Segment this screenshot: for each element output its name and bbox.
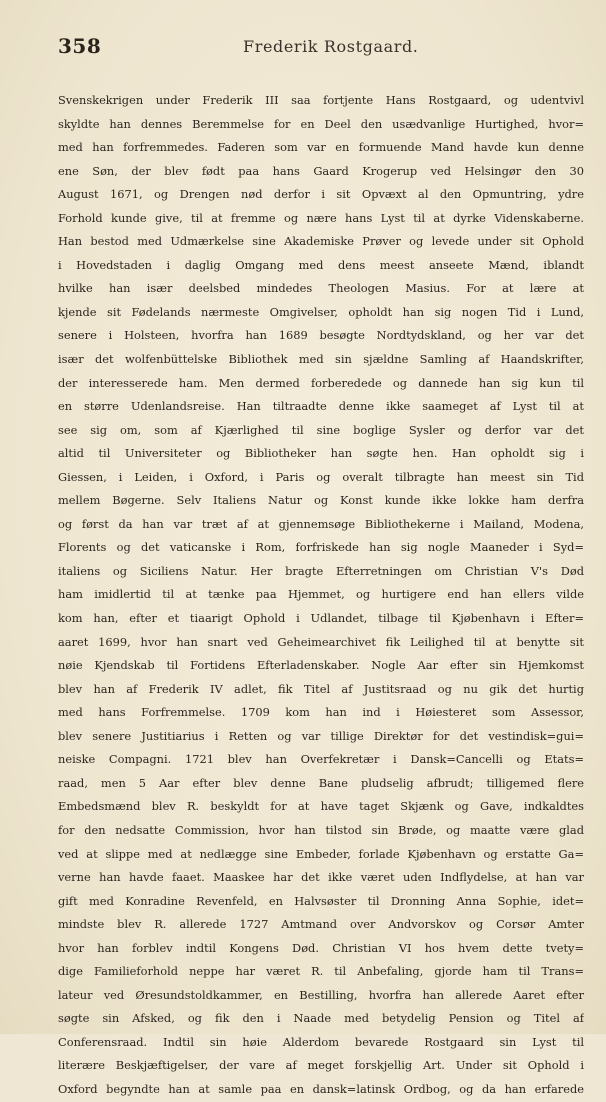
text-line: hvor han forblev indtil Kongens Død. Christian VI hos hvem dette tvety= <box>58 940 584 955</box>
text-line: verne han havde faaet. Maaskee har det ikke været uden Indflydelse, at han var <box>58 870 584 885</box>
text-line: mindste blev R. allerede 1727 Amtmand over Andvorskov og Corsør Amter <box>58 917 584 932</box>
text-line: kom han, efter et tiaarigt Ophold i Udlandet, tilbage til Kjøbenhavn i Efter= <box>58 611 584 626</box>
text-line: gift med Konradine Revenfeld, en Halvsøster til Dronning Anna Sophie, idet= <box>58 893 584 908</box>
text-line: især det wolfenbüttelske Bibliothek med sin sjældne Samling af Haandskrifter, <box>58 352 584 367</box>
text-line: Han bestod med Udmærkelse sine Akademiske Prøver og levede under sit Ophold <box>58 234 584 249</box>
text-line: en større Udenlandsreise. Han tiltraadte denne ikke saameget af Lyst til at <box>58 399 584 414</box>
text-line: Oxford begyndte han at samle paa en dansk=latinsk Ordbog, og da han erfarede <box>58 1081 584 1096</box>
text-line: senere i Holsteen, hvorfra han 1689 besøgte Nordtydskland, og her var det <box>58 328 584 343</box>
text-line: der interesserede ham. Men dermed forberedede og dannede han sig kun til <box>58 375 584 390</box>
text-line: og først da han var træt af at gjennemsøge Bibliothekerne i Mailand, Modena, <box>58 516 584 531</box>
text-line: Giessen, i Leiden, i Oxford, i Paris og overalt tilbragte han meest sin Tid <box>58 469 584 484</box>
text-line: mellem Bøgerne. Selv Italiens Natur og Konst kunde ikke lokke ham derfra <box>58 493 584 508</box>
text-line: neiske Compagni. 1721 blev han Overfekretær i Dansk=Cancelli og Etats= <box>58 752 584 767</box>
text-line: Florents og det vaticanske i Rom, forfriskede han sig nogle Maaneder i Syd= <box>58 540 584 555</box>
text-line: altid til Universiteter og Bibliotheker han søgte hen. Han opholdt sig i <box>58 446 584 461</box>
text-line: skyldte han dennes Beremmelse for en Deel den usædvanlige Hurtighed, hvor= <box>58 116 584 131</box>
text-line: med hans Forfremmelse. 1709 kom han ind i Høiesteret som Assessor, <box>58 705 584 720</box>
text-line: raad, men 5 Aar efter blev denne Bane pludselig afbrudt; tilligemed flere <box>58 775 584 790</box>
text-line: med han forfremmedes. Faderen som var en formuende Mand havde kun denne <box>58 140 584 155</box>
text-line: Svenskekrigen under Frederik III saa fortjente Hans Rostgaard, og udentvivl <box>58 93 584 107</box>
body-text <box>58 89 584 1102</box>
text-line: Forhold kunde give, til at fremme og nære hans Lyst til at dyrke Videnskaberne. <box>58 210 584 225</box>
text-line: blev senere Justitiarius i Retten og var tillige Direktør for det vestindisk=gui= <box>58 728 584 743</box>
text-line: aaret 1699, hvor han snart ved Geheimearchivet fik Leilighed til at benytte sit <box>58 634 584 649</box>
text-line: kjende sit Fødelands nærmeste Omgivelser, opholdt han sig nogen Tid i Lund, <box>58 304 584 319</box>
text-line: August 1671, og Drengen nød derfor i sit Opvæxt al den Opmuntring, ydre <box>58 187 584 202</box>
page-header <box>58 34 566 60</box>
text-line: ved at slippe med at nedlægge sine Embeder, forlade Kjøbenhavn og erstatte Ga= <box>58 846 584 861</box>
text-line: ham imidlertid til at tænke paa Hjemmet, og hurtigere end han ellers vilde <box>58 587 584 602</box>
text-line: literære Beskjæftigelser, der vare af meget forskjellig Art. Under sit Ophold i <box>58 1058 584 1073</box>
text-line: Conferensraad. Indtil sin høie Alderdom bevarede Rostgaard sin Lyst til <box>58 1034 584 1049</box>
text-line: see sig om, som af Kjærlighed til sine boglige Sysler og derfor var det <box>58 422 584 437</box>
running-title: Frederik Rostgaard. <box>243 37 419 56</box>
text-line: for den nedsatte Commission, hvor han tilstod sin Brøde, og maatte være glad <box>58 822 584 837</box>
text-line: ene Søn, der blev født paa hans Gaard Krogerup ved Helsingør den 30 <box>58 163 584 178</box>
text-line: blev han af Frederik IV adlet, fik Titel af Justitsraad og nu gik det hurtig <box>58 681 584 696</box>
text-line: i Hovedstaden i daglig Omgang med dens meest anseete Mænd, iblandt <box>58 257 584 272</box>
text-line: dige Familieforhold neppe har været R. til Anbefaling, gjorde ham til Trans= <box>58 964 584 979</box>
text-line: søgte sin Afsked, og fik den i Naade med betydelig Pension og Titel af <box>58 1011 584 1026</box>
text-line: lateur ved Øresundstoldkammer, en Bestilling, hvorfra han allerede Aaret efter <box>58 987 584 1002</box>
page-number: 358 <box>58 34 102 58</box>
text-line: hvilke han især deelsbed mindedes Theologen Masius. For at lære at <box>58 281 584 296</box>
text-line: italiens og Siciliens Natur. Her bragte Efterretningen om Christian V's Død <box>58 563 584 578</box>
text-line: nøie Kjendskab til Fortidens Efterladenskaber. Nogle Aar efter sin Hjemkomst <box>58 658 584 673</box>
text-line: Embedsmænd blev R. beskyldt for at have taget Skjænk og Gave, indkaldtes <box>58 799 584 814</box>
